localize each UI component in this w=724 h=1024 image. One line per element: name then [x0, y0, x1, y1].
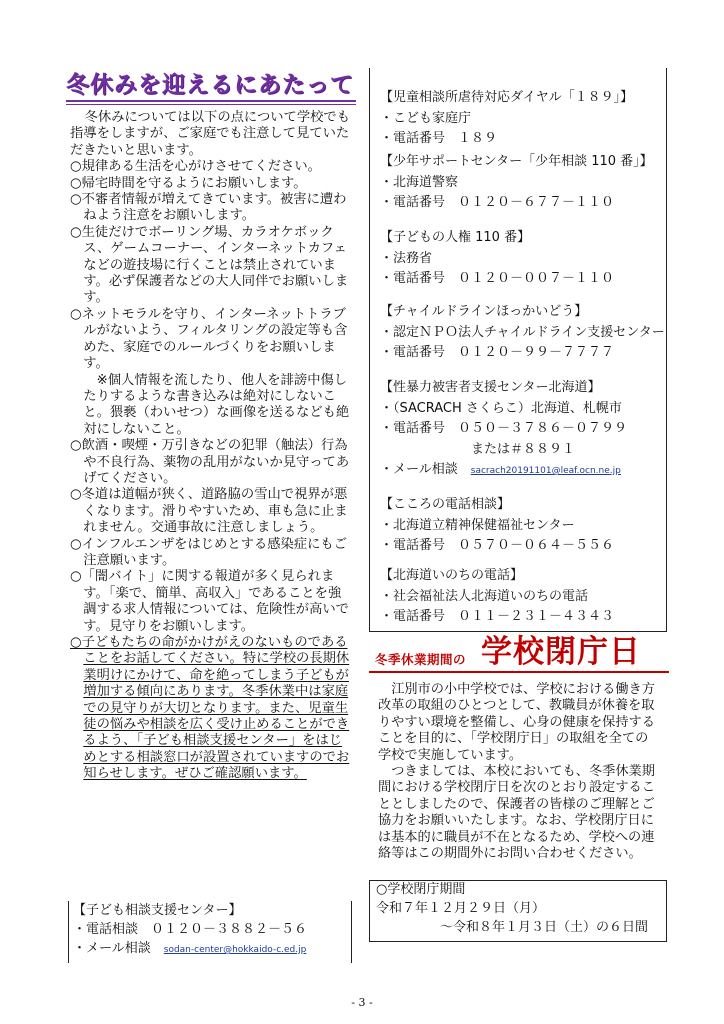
hotline-line: ・北海道立精神保健福祉センター — [380, 517, 575, 533]
hotline-mail-row — [380, 460, 665, 482]
hotline-section — [380, 228, 665, 290]
consult-mail-link[interactable]: sodan-center@hokkaido-c.ed.jp — [163, 945, 307, 955]
hotline-heading: 【子どもの人権 110 番】 — [380, 230, 531, 245]
note-item: ○生徒だけでボーリング場、カラオケボックス、ゲームコーナー、インターネットカフェなどの遊技場に行くことは禁止されています。必ず保護者などの大人同伴でお願いします。 — [70, 224, 349, 306]
consult-mail-row — [69, 939, 351, 960]
hotline-line: ・法務省 — [380, 250, 433, 266]
closed-title-small: 冬季休業期間の — [375, 652, 467, 667]
title-underline-thin — [66, 104, 356, 105]
note-item: ○規律ある生活を心がけさせてください。 — [70, 159, 321, 175]
note-item: ○飲酒・喫煙・万引きなどの犯罪（触法）行為や不良行為、薬物の乱用がないか見守ってあげてください。 — [70, 438, 350, 486]
hotline-line: ・電話番号 ０１１－２３１－４３４３ — [380, 609, 615, 624]
closed-para: 江別市の小中学校では、学校における働き方改革の取組のひとつとして、教職員が休養を取りやすい環境を整備し、心身の健康を保持することを目的に、「学校閉庁日」の取組を全ての学校で実施しています。 — [378, 682, 655, 763]
hotline-line: ・認定ＮＰＯ法人チャイルドライン支援センター — [380, 324, 665, 340]
hotline-line: または＃８８９１ — [380, 441, 576, 457]
hotline-heading: 【少年サポートセンター「少年相談 110 番」】 — [380, 154, 653, 169]
note-item: ○帰宅時間を守るようにお願いします。 — [70, 175, 307, 191]
winter-title: 冬休みを迎えるにあたって — [66, 72, 354, 98]
hotline-section — [380, 88, 665, 150]
winter-notes — [70, 110, 352, 783]
closed-para: つきましては、本校においても、冬季休業期間における学校閉庁日を次のとおり設定することとしましたので、保護者の皆様のご理解とご協力をお願いいたします。なお、学校閉庁日には基本的に職員が不在となるため、学校への連絡等はこの期間外にお問い合わせください。 — [378, 764, 655, 862]
note-item: ○「闇バイト」に関する報道が多く見られます。「楽で、簡単、高収入」であることを強調する求人情報については、危険性が高いです。見守りをお願いします。 — [70, 569, 349, 634]
hotline-mail-label: ・メール相談 — [380, 462, 471, 477]
period-heading: ○学校閉庁期間 — [376, 882, 466, 897]
winter-title-block — [66, 70, 356, 106]
hotline-line: ・電話番号 ０１２０－９９－７７７７ — [380, 345, 615, 360]
hotline-section — [380, 495, 665, 557]
period-start: 令和７年１２月２９日（月） — [376, 900, 546, 916]
hotline-section — [380, 378, 665, 482]
hotline-line: ・電話番号 ０５７０－０６４－５５６ — [380, 538, 615, 553]
hotline-heading: 【北海道いのちの電話】 — [380, 568, 524, 583]
hotline-line: ・社会福祉法人北海道いのちの電話 — [380, 588, 589, 604]
note-item: ○ネットモラルを守り、インターネットトラブルがないよう、フィルタリングの設定等も含めた、家庭でのルールづくりをお願いします。 — [70, 306, 348, 372]
hotline-heading: 【児童相談所虐待対応ダイヤル「１８９」】 — [380, 90, 634, 105]
hotline-heading: 【チャイルドラインほっかいどう】 — [380, 304, 588, 319]
closed-title-big: 学校閉庁日 — [481, 634, 641, 670]
note-subitem: ※個人情報を流したり、他人を誹謗中傷したりするような書き込みは絶対にしないこと。猥褻（わいせつ）な画像を送るなども絶対にしないこと。 — [83, 372, 350, 437]
period-end: ～令和８年１月３日（土）の６日間 — [440, 919, 649, 935]
note-item: ○不審者情報が増えてきています。被害に遭わねよう注意をお願いします。 — [70, 192, 347, 224]
consult-mail-label: ・メール相談 — [73, 941, 164, 956]
consult-phone: ・電話相談 ０１２０－３８８２－５６ — [73, 922, 308, 937]
closed-days-title — [369, 634, 669, 674]
consult-heading: 【子ども相談支援センター】 — [73, 903, 242, 918]
closed-days-body — [378, 682, 660, 862]
hotline-section — [380, 302, 665, 364]
page-number: - 3 - — [351, 996, 373, 1009]
closed-period-box — [369, 880, 667, 942]
hotline-line: ・（SACRACH さくらこ）北海道、札幌市 — [380, 400, 622, 416]
hotline-line: ・こども家庭庁 — [380, 110, 472, 126]
winter-intro: 冬休みについては以下の点について学校でも指導をしますが、ご家庭でも注意して見ていただきたいと思います。 — [70, 110, 351, 158]
hotline-mail-link[interactable]: sacrach20191101@leaf.ocn.ne.jp — [470, 466, 621, 476]
hotline-line: ・電話番号 １８９ — [380, 131, 498, 146]
hotline-section — [380, 152, 665, 214]
consult-center-box — [68, 901, 352, 963]
hotline-section — [380, 566, 665, 628]
note-item: ○冬道は道幅が狭く、道路脇の雪山で視界が悪くなります。滑りやすいため、車も急に止まれません。交通事故に注意しましょう。 — [70, 487, 348, 536]
hotline-line: ・電話番号 ０５０－３７８６－０７９９ — [380, 421, 628, 436]
hotline-line: ・北海道警察 — [380, 174, 459, 190]
hotline-line: ・電話番号 ０１２０－６７７－１１０ — [380, 195, 615, 210]
hotline-line: ・電話番号 ０１２０－００７－１１０ — [380, 271, 615, 286]
title-underline — [66, 100, 356, 102]
hotline-heading: 【性暴力被害者支援センター北海道】 — [380, 380, 601, 395]
note-item-important: ○子どもたちの命がかけがえのないものであることをお話してください。特に学校の長期休業明けにかけて、命を絶ってしまう子どもが増加する傾向にあります。冬季休業中は家庭での見守りが大切となります。また、児童生徒の悩みや相談を広く受け止めることができるよう、「子ども相談支援センター」をはじめとする相談窓口が設置されていますのでお知らせします。ぜひご確認願います。 — [70, 635, 350, 782]
closed-title-rule — [369, 671, 669, 673]
note-item: ○インフルエンザをはじめとする感染症にもご注意願います。 — [70, 536, 348, 568]
hotline-heading: 【こころの電話相談】 — [380, 497, 511, 512]
